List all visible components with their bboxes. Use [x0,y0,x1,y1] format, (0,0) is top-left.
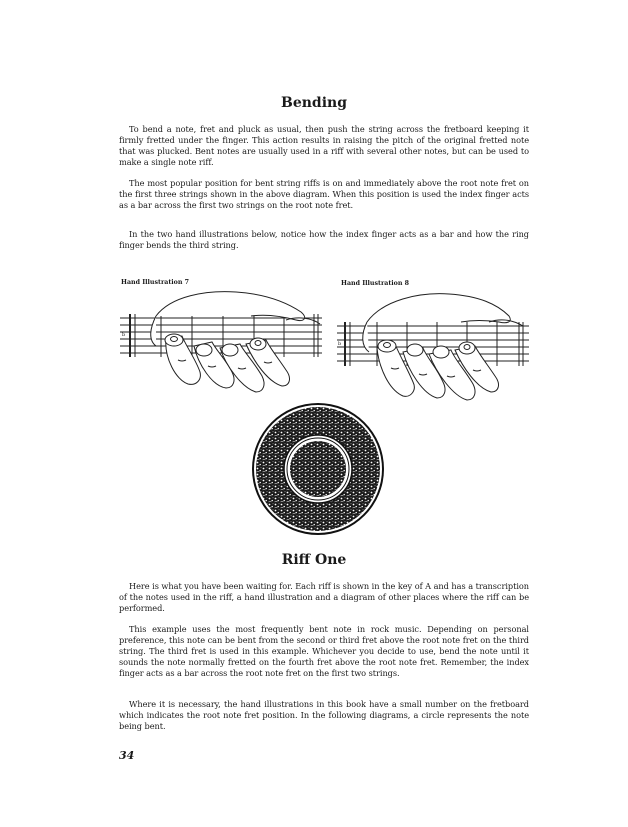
riff-one-paragraph-3: Where it is necessary, the hand illustrations in this book have a small number on the fretboard which indicates the root note fret position. In the following diagrams, a circle represents the note being bent. [119,699,529,731]
riff-one-paragraph-2: This example uses the most frequently bent note in rock music. Depending on personal preference, this note can be bent from the second or third fret above the root note fret on the third string. The third fret is used in this example. Whichever you decide to use, bend the note until it sounds the note normally fretted on the fourth fret above the root note fret. Remember, the index finger acts as a bar across the root note fret on the first two strings. [119,624,529,678]
hand-illustration-7 [116,288,328,400]
hand-illustration-8 [333,290,533,412]
bending-paragraph-1: To bend a note, fret and pluck as usual, then push the string across the fretboard keeping it firmly fretted under the finger. This action results in raising the pitch of the original fretted note that was plucked. Bent notes are usually used in a riff with several other notes, but can be used to make a single note riff. [119,124,529,167]
section-heading-riff-one: Riff One [281,552,347,568]
hand-illustration-7-caption: Hand Illustration 7 [121,279,190,286]
page-number: 34 [119,749,135,762]
section-heading-bending: Bending [281,95,347,111]
bending-paragraph-2: The most popular position for bent string riffs is on and immediately above the root note fret on the first three strings shown in the above diagram. When this position is used the index finger acts as a bar across the first two strings on the root note fret. [119,178,529,210]
string-marker-left: b [122,332,126,338]
hand-illustration-8-caption: Hand Illustration 8 [341,280,410,287]
string-marker-right: b [338,341,342,347]
bending-paragraph-3: In the two hand illustrations below, notice how the index finger acts as a bar and how the ring finger bends the third string. [119,229,529,250]
ornament-rosette [250,401,386,537]
riff-one-paragraph-1: Here is what you have been waiting for. Each riff is shown in the key of A and has a transcription of the notes used in the riff, a hand illustration and a diagram of other places where the riff can be performed. [119,581,529,613]
